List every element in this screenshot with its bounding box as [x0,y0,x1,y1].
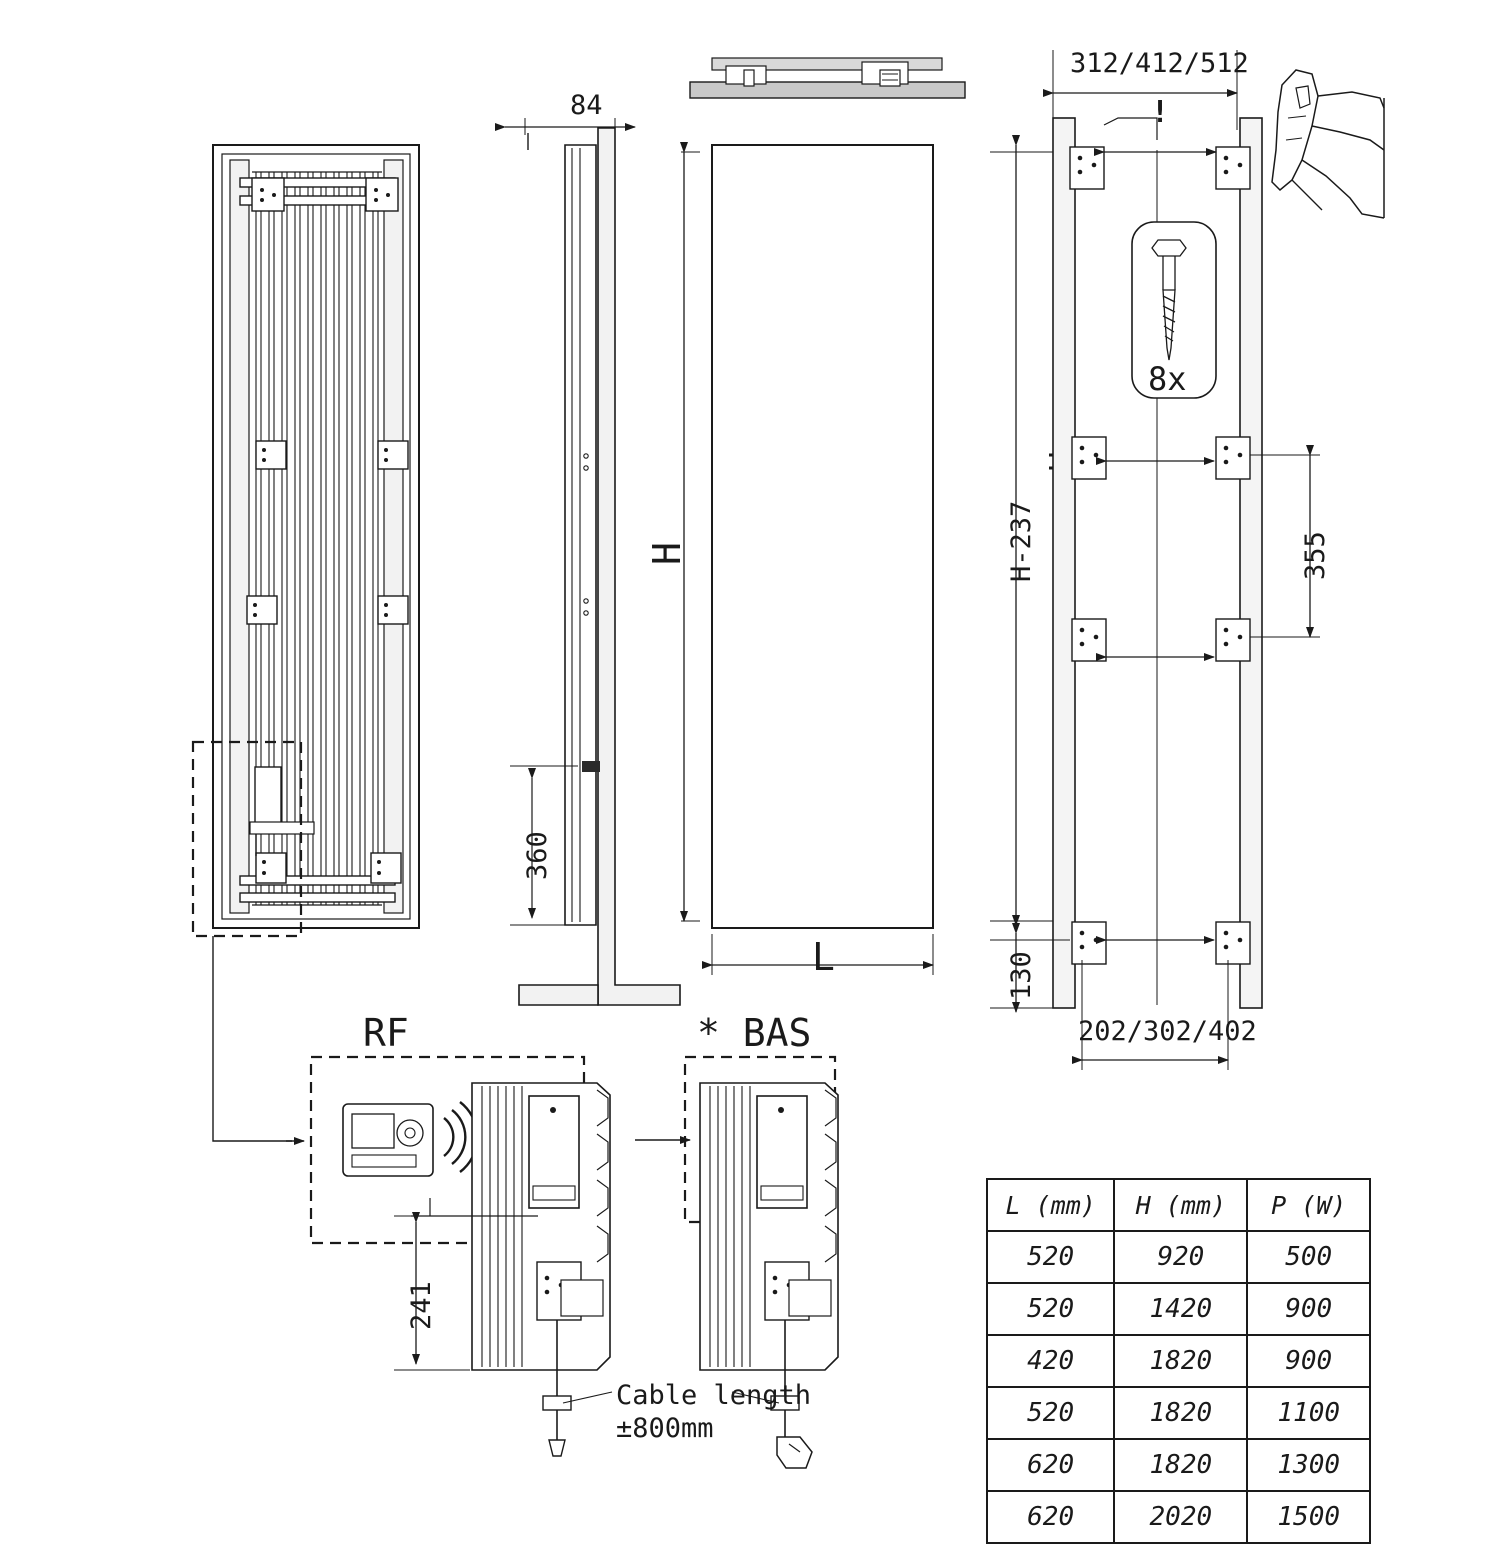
column-header-power: P (W) [1247,1179,1370,1231]
cell-height: 1820 [1114,1439,1247,1491]
dim-label-130: 130 [1006,951,1037,1000]
clip-detail [1272,70,1384,218]
warning-exclamation-icon: ! [1151,95,1170,130]
column-header-height: H (mm) [1114,1179,1247,1231]
cell-power: 1500 [1247,1491,1370,1543]
cell-height: 920 [1114,1231,1247,1283]
cell-power: 900 [1247,1335,1370,1387]
cell-length: 520 [987,1283,1114,1335]
cell-power: 1300 [1247,1439,1370,1491]
dim-label-H: H [645,542,689,565]
screw-quantity-label: 8x [1148,360,1187,398]
cell-height: 1420 [1114,1283,1247,1335]
rf-label: RF [363,1011,409,1055]
cell-height: 1820 [1114,1335,1247,1387]
cell-height: 2020 [1114,1491,1247,1543]
dim-label-360: 360 [522,831,553,880]
cell-height: 1820 [1114,1387,1247,1439]
cable-length-label-line2: ±800mm [616,1413,714,1444]
wall-mount-view [990,50,1320,1070]
column-header-length: L (mm) [987,1179,1114,1231]
cell-length: 520 [987,1231,1114,1283]
table-row [987,1231,1370,1283]
table-row [987,1491,1370,1543]
front-view [193,145,419,1141]
table-row [987,1335,1370,1387]
cell-power: 1100 [1247,1387,1370,1439]
specification-table [986,1178,1371,1544]
cell-length: 620 [987,1491,1114,1543]
cable-length-label-line1: Cable length [616,1380,812,1411]
cell-length: 620 [987,1439,1114,1491]
top-view [690,58,965,98]
dim-label-h-237: H-237 [1006,500,1037,582]
dim-label-top-bracket-spacing: 312/412/512 [1070,48,1249,79]
bas-label: * BAS [697,1011,812,1055]
dim-label-bottom-bracket-spacing: 202/302/402 [1078,1016,1257,1047]
cell-length: 420 [987,1335,1114,1387]
dim-label-355: 355 [1300,531,1331,580]
table-row [987,1387,1370,1439]
dim-label-84: 84 [570,90,603,121]
table-header-row [987,1179,1370,1231]
cell-length: 520 [987,1387,1114,1439]
table-row [987,1283,1370,1335]
dim-label-241: 241 [406,1281,437,1330]
panel-view [681,145,933,979]
cell-power: 900 [1247,1283,1370,1335]
table-row [987,1439,1370,1491]
dim-label-L: L [812,935,835,979]
cell-power: 500 [1247,1231,1370,1283]
